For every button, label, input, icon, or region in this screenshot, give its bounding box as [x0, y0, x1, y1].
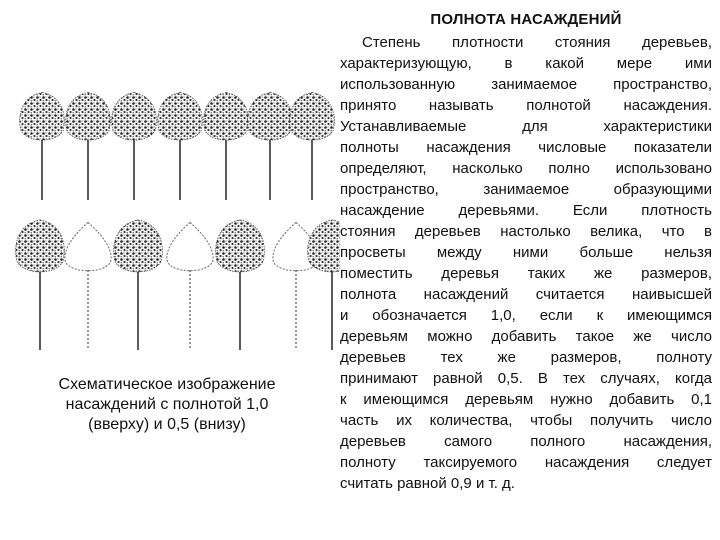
tree-filled [16, 220, 65, 350]
tree-filled [308, 220, 340, 350]
article-line: просветы между ними больше нельзя [340, 244, 712, 261]
article-title: ПОЛНОТА НАСАЖДЕНИЙ [430, 11, 622, 28]
tree-filled [112, 93, 157, 201]
article-line: полнота насаждений считается наивысшей [340, 286, 712, 303]
tree-outline [167, 222, 213, 350]
article-line: и обозначается 1,0, если к имеющимся [340, 307, 712, 324]
article-line: деревьев самого полного насаждения, [340, 433, 712, 450]
full-stand-row [20, 93, 335, 201]
forest-stand-figure [0, 0, 340, 380]
article-line: полноты насаждения числовые показатели [340, 139, 712, 156]
article-line: принимают равной 0,5. В тех случаях, когда [340, 370, 712, 387]
article-line: Устанавливаемые для характеристики [340, 118, 712, 135]
article-line: поместить деревья таких же размеров, [340, 265, 712, 282]
article-line: стояния деревьев настолько велика, что в [340, 223, 712, 240]
article-line: считать равной 0,9 и т. д. [340, 475, 515, 492]
article-line: использованную занимаемое пространство, [340, 76, 712, 93]
tree-filled [114, 220, 163, 350]
tree-filled [66, 93, 111, 201]
half-stand-row [16, 220, 340, 350]
tree-filled [158, 93, 203, 201]
article-line: Степень плотности стояния деревьев, [362, 34, 712, 51]
article [340, 10, 712, 494]
tree-filled [20, 93, 65, 201]
article-line: принято называть полнотой насаждения. [340, 97, 712, 114]
tree-filled [290, 93, 335, 201]
article-line: пространство, занимаемое образующими [340, 181, 712, 198]
article-line: определяют, насколько полно использовано [340, 160, 712, 177]
article-body [340, 32, 712, 494]
article-line: характеризующую, в какой мере ими [340, 55, 712, 72]
figure-caption [22, 375, 312, 435]
tree-filled [216, 220, 265, 350]
caption-line: насаждений с полнотой 1,0 [65, 396, 269, 413]
article-line: часть их количества, чтобы получить число [340, 412, 712, 429]
tree-filled [248, 93, 293, 201]
caption-line: Схематическое изображение [58, 376, 276, 393]
article-line: деревьям можно добавить такое же число [340, 328, 712, 345]
article-line: к имеющимся деревьям нужно добавить 0,1 [340, 391, 712, 408]
article-line: насаждение деревьями. Если плотность [340, 202, 712, 219]
tree-outline [65, 222, 111, 350]
caption-line: (вверху) и 0,5 (внизу) [88, 416, 246, 433]
article-line: деревьев тех же размеров, полноту [340, 349, 712, 366]
tree-filled [204, 93, 249, 201]
article-line: полноту таксируемого насаждения следует [340, 454, 712, 471]
